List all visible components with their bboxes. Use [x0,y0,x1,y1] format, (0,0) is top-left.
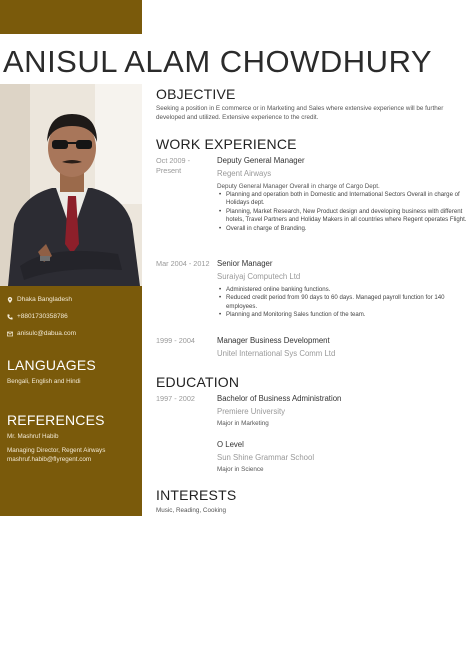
contact-location [7,296,72,303]
interests-heading: INTERESTS [156,487,237,503]
education-school: Premiere University [217,407,286,416]
job-date: 1999 - 2004 [156,336,195,345]
contact-email[interactable] [7,330,76,337]
job-bullets [217,286,469,320]
education-degree: O Level [217,440,244,449]
job-bullet: • Administered online banking functions. [217,286,469,294]
phone-icon [7,314,13,320]
reference-title: Managing Director, Regent Airways [7,447,106,454]
candidate-name: ANISUL ALAM CHOWDHURY [3,44,433,79]
job-bullets [217,191,469,233]
email-icon [7,331,13,337]
references-heading: REFERENCES [7,412,105,428]
education-heading: EDUCATION [156,374,240,390]
job-title: Manager Business Development [217,336,330,345]
job-bullet: • Planning and operation both in Domestic and International Sectors Overall in charge of Holidays dept. [217,191,469,208]
education-date: 1997 - 2002 [156,394,195,403]
job-company: Suraiyaj Computech Ltd [217,272,301,281]
location-text: Dhaka Bangladesh [17,296,72,303]
job-title: Senior Manager [217,259,273,268]
education-school: Sun Shine Grammar School [217,453,315,462]
education-major: Major in Marketing [217,420,269,427]
education-major: Major in Science [217,466,264,473]
contact-phone [7,313,68,320]
job-bullet: • Planning, Market Research, New Product design and developing business with different hotels, Travel Partners and Holiday Makers in all countries where Regent operates Flight. [217,208,469,225]
job-date: Oct 2009 - Present [156,156,191,175]
languages-text: Bengali, English and Hindi [7,378,81,385]
profile-photo [0,84,142,286]
job-company: Regent Airways [217,169,272,178]
work-experience-heading: WORK EXPERIENCE [156,136,297,152]
job-bullet: • Reduced credit period from 90 days to 60 days. Managed payroll function for 140 employees. [217,294,469,311]
job-company: Unitel International Sys Comm Ltd [217,349,336,358]
phone-text: +8801730358786 [17,313,68,320]
job-bullet: • Planning and Monitoring Sales function of the team. [217,311,469,319]
job-bullet: • Overall in charge of Branding. [217,225,469,233]
job-date: Mar 2004 - 2012 [156,259,210,268]
objective-heading: OBJECTIVE [156,86,236,102]
job-summary: Deputy General Manager Overall in charge of Cargo Dept. [217,183,380,190]
email-text[interactable]: anisulc@dabua.com [17,330,76,337]
interests-text: Music, Reading, Cooking [156,507,227,514]
objective-text: Seeking a position in E commerce or in Marketing and Sales where extensive experience will be further developed and utilized. Extensive experience to the credit. [156,105,444,121]
reference-email: mashruf.habib@flyregent.com [7,456,92,463]
job-title: Deputy General Manager [217,156,305,165]
location-pin-icon [7,297,13,303]
education-degree: Bachelor of Business Administration [217,394,342,403]
languages-heading: LANGUAGES [7,357,96,373]
reference-name: Mr. Mashruf Habib [7,433,59,440]
